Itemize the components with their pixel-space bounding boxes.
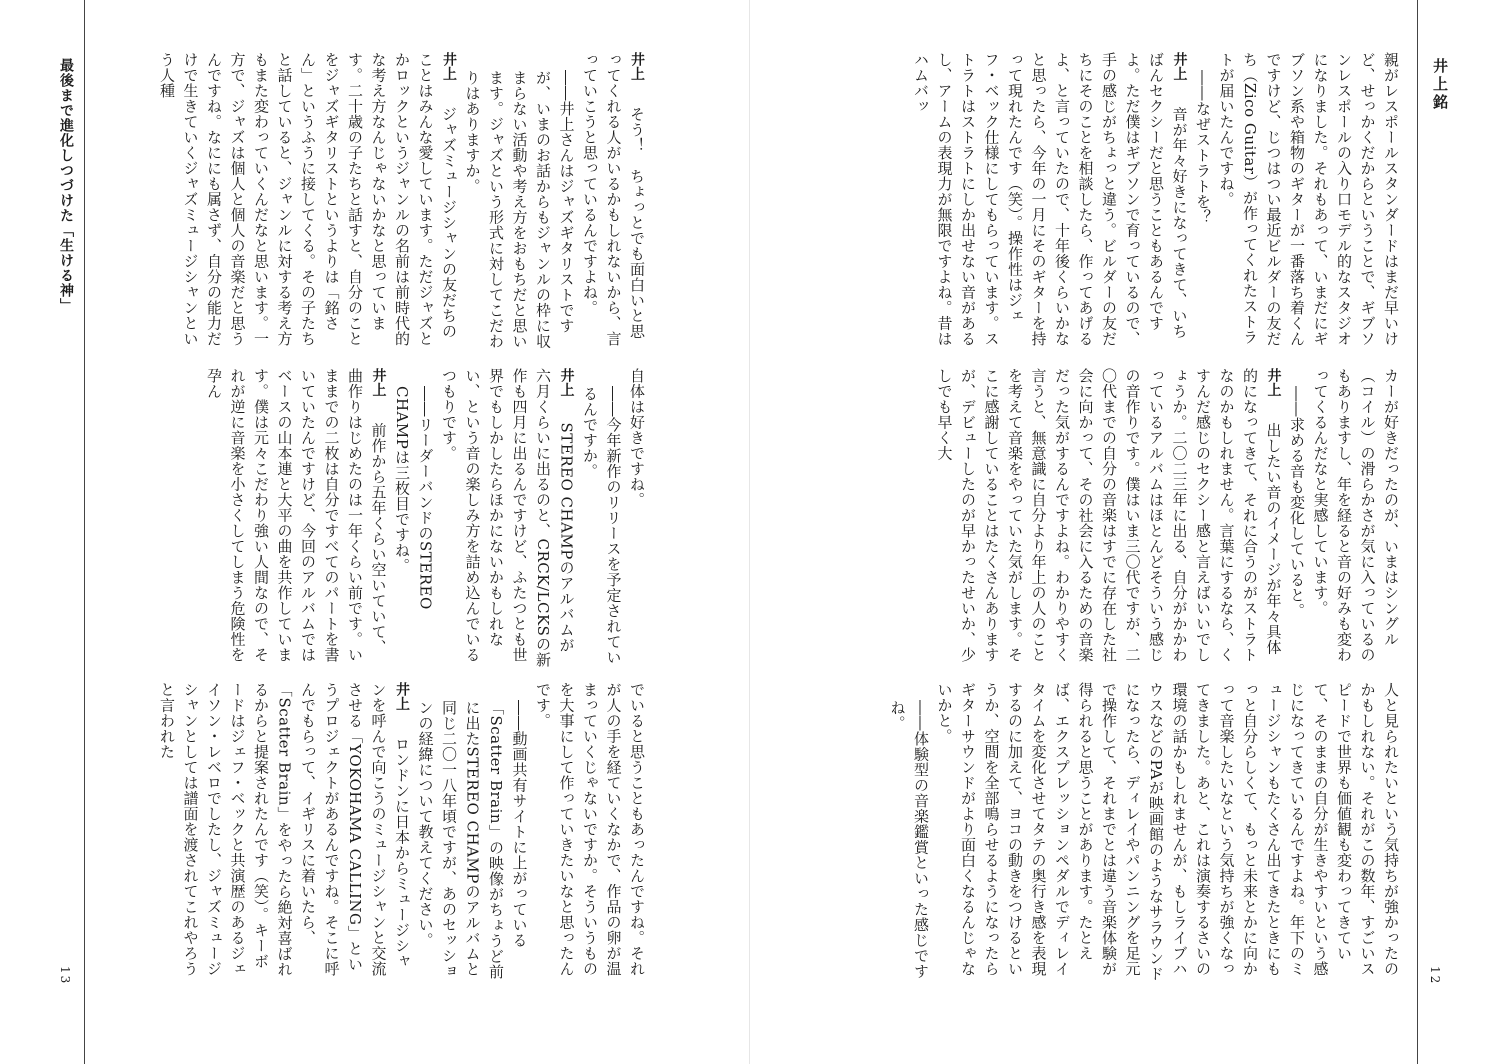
speaker-label: 井上	[558, 368, 575, 397]
interview-answer	[531, 682, 649, 982]
speaker-label: 井上	[1265, 368, 1282, 397]
running-head: 最後まで進化しつづけた「生ける神」	[58, 58, 74, 313]
interview-answer	[437, 368, 578, 668]
answer-text: 親がレスポールスタンダードはまだ早いけど、せっかくだからということで、ギブソンレスポールの入り口モデル的なスタジオになりました。それもあって、いまだにギブソン系や箱物のギターが一番落ち着くんですけど、じつはつい最近ビルダーの友だち（Zico Guitar）が作ってくれたストラトが届いたんですね。	[1217, 52, 1400, 347]
interview-answer	[202, 368, 390, 668]
interview-answer	[932, 368, 1285, 668]
spine-gutter	[749, 0, 750, 1064]
answer-text: ロンドンに日本からミュージシャンを呼んで向こうのミュージシャンと交流させる「YOKOHAMA CALLING」というプロジェクトがあるんですね。そこに呼んでもらって、イギリスに着いたら、「Scatter Brain」をやったら絶対喜ばれるからと提案されたんです（笑）。キーボードはジェフ・ベックと共演歴のあるジェイソン・レベロでしたし、ジャズミュージシャンとしては譜面を渡されてこれやろうと言われた	[158, 682, 411, 977]
answer-text: でいると思うこともあったんですね。それが人の手を経ていくなかで、作品の卵が温まっていくじゃないですか。そういうものを大事にして作っていきたいなと思ったんです。	[534, 682, 646, 977]
speaker-label: 井上	[370, 368, 387, 397]
interview-answer	[155, 682, 414, 982]
answer-text: STEREO CHAMPのアルバムが六月くらいに出るのと、CRCK/LCKSの新作も四月に出るんですけど、ふたつとも世界でもしかしたらほかにないかもしれない、という音の楽しみ方を詰め込んでいるつもりです。	[440, 368, 576, 668]
speaker-label: 井上	[1171, 52, 1188, 81]
interview-question: ――今年新作のリリースを予定されているんですか。	[581, 386, 623, 665]
answer-text: 音が年々好きになってきて、いちばんセクシーだと思うこともあるんですよ。ただ僕はギブソンで育っているので、手の感じがちょっと違う。ビルダーの友だちにそのことを相談したら、作ってあげるよ、と言っていたので、十年後くらいかなと思ったら、今年の一月にそのギターを持って現れたんです（笑）。操作性はジェフ・ベック仕様にしてもらっています。ストラトはストラトにしか出せない音があるし、アームの表現力が無限ですよね。昔はハムバッ	[912, 52, 1189, 347]
right-tier-top	[862, 52, 1402, 352]
right-tier-bottom	[862, 682, 1402, 982]
left-tier-middle	[108, 368, 648, 668]
page-number-right: 12	[1428, 966, 1442, 986]
interview-question: ――なぜストラトを？	[1194, 70, 1212, 225]
interview-question: ――体験型の音楽鑑賞といった感じですね。	[888, 700, 930, 979]
left-tier-bottom	[108, 682, 648, 982]
right-tier-middle	[862, 368, 1402, 668]
left-tier-top	[108, 52, 648, 352]
speaker-label: 井上	[441, 52, 457, 81]
answer-text: 前作から五年くらい空いていて、曲作りはじめたのは一年くらい前です。いままでの二枚は自分ですべてのパートを書いていたんですけど、今回のアルバムではベースの山本連と大平の曲を共作しています。僕は元々こだわり強い人間なので、それが逆に音楽を小さくしてしまう危険性を孕ん	[205, 368, 388, 663]
speaker-label: 井上	[394, 682, 410, 711]
interview-question: ――井上さんはジャズギタリストですが、いまのお話からもジャンルの枠に収まらない活動や考え方をおもちだと思います。ジャズという形式に対してこだわりはありますか。	[463, 70, 576, 349]
answer-text: カーが好きだったのが、いまはシングル（コイル）の滑らかさが気に入っているのもありますし、年を経ると音の好みも変わってくるんだなと実感しています。	[1311, 368, 1400, 663]
interview-answer	[932, 682, 1402, 982]
answer-text: 人と見られたいという気持ちが強かったのかもしれない。それがこの数年、すごいスピードで世界も価値観も変わってきていて、そのままの自分が生きやすいという感じになってきているんですよね。年下のミュージシャンもたくさん出てきたときにもっと自分らしくて、もっと未来とかに向かって音楽したいなという気持ちが強くなってきました。あと、これは演奏するさいの環境の話かもしれませんが、もしライブハウスなどのPAが映画館のようなサラウンドになったら、ディレイやパンニングを足元で操作して、それまでとは違う音楽体験が得られると思うことがあります。たとえば、エクスプレッションペダルでディレイタイムを変化させてタテの奥行き感を表現するのに加えて、ヨコの動きをつけるというか、空間を全部鳴らせるようになったらギターサウンドがより面白くなるんじゃないかと。	[935, 682, 1400, 982]
interview-answer	[625, 368, 649, 668]
interview-question: ――動画共有サイトに上がっている「Scatter Brain」の映像がちょうど前に出たSTEREO CHAMPのアルバムと同じ二〇一八年頃ですが、あのセッションの経緯について教えてください。	[416, 700, 529, 980]
right-margin-rule	[1417, 0, 1418, 1064]
answer-text: 自体は好きですね。	[628, 368, 646, 508]
answer-text: 出したい音のイメージが年々具体的になってきて、それに合うのがストラトなのかもしれません。言葉にするなら、くすんだ感じのセクシー感と言えばいいでしょうか。二〇二三年に出る、自分がかかわっているアルバムはほとんどそういう感じの音作りです。僕はいま三〇代ですが、二〇代までの自分の音楽はすでに存在した社会に向かって、その社会に入るための音楽だった気がするんですよね。わかりやすく言うと、無意識に自分より年上の人のことを考えて音楽をやっていた気がします。そこに感謝していることはたくさんありますが、デビューしたのが早かったせいか、少しでも早く大	[935, 368, 1283, 663]
interview-answer	[1214, 52, 1402, 352]
left-margin-rule	[84, 0, 85, 1064]
answer-text: ジャズミュージシャンの友だちのことはみんな愛しています。ただジャズとかロックというジャンルの名前は前時代的な考え方なんじゃないかなと思っています。二十歳の子たちと話すと、自分のことをジャズギタリストというよりは「銘さん」というふうに接してくる。その子たちと話していると、ジャンルに対する考え方もまた変わっていくんだなと思います。一方で、ジャズは個人と個人の音楽だと思うんですね。なににも属さず、自分の能力だけで生きていくジャズミュージシャンという人種	[158, 52, 458, 347]
interview-answer	[1308, 368, 1402, 668]
interview-answer	[155, 52, 461, 352]
page-number-left: 13	[58, 966, 72, 986]
interview-answer	[578, 52, 649, 352]
speaker-label: 井上	[629, 52, 645, 81]
author-name: 井上銘	[1431, 58, 1449, 112]
answer-text: そう！ ちょっとでも面白いと思ってくれる人がいるかもしれないから、言っていこうと思っているんですよね。	[581, 52, 646, 347]
interview-question: ――求める音も変化していると。	[1288, 386, 1306, 619]
interview-question: ――リーダーバンドのSTEREO CHAMPは三枚目ですね。	[393, 386, 435, 610]
interview-answer	[909, 52, 1191, 352]
